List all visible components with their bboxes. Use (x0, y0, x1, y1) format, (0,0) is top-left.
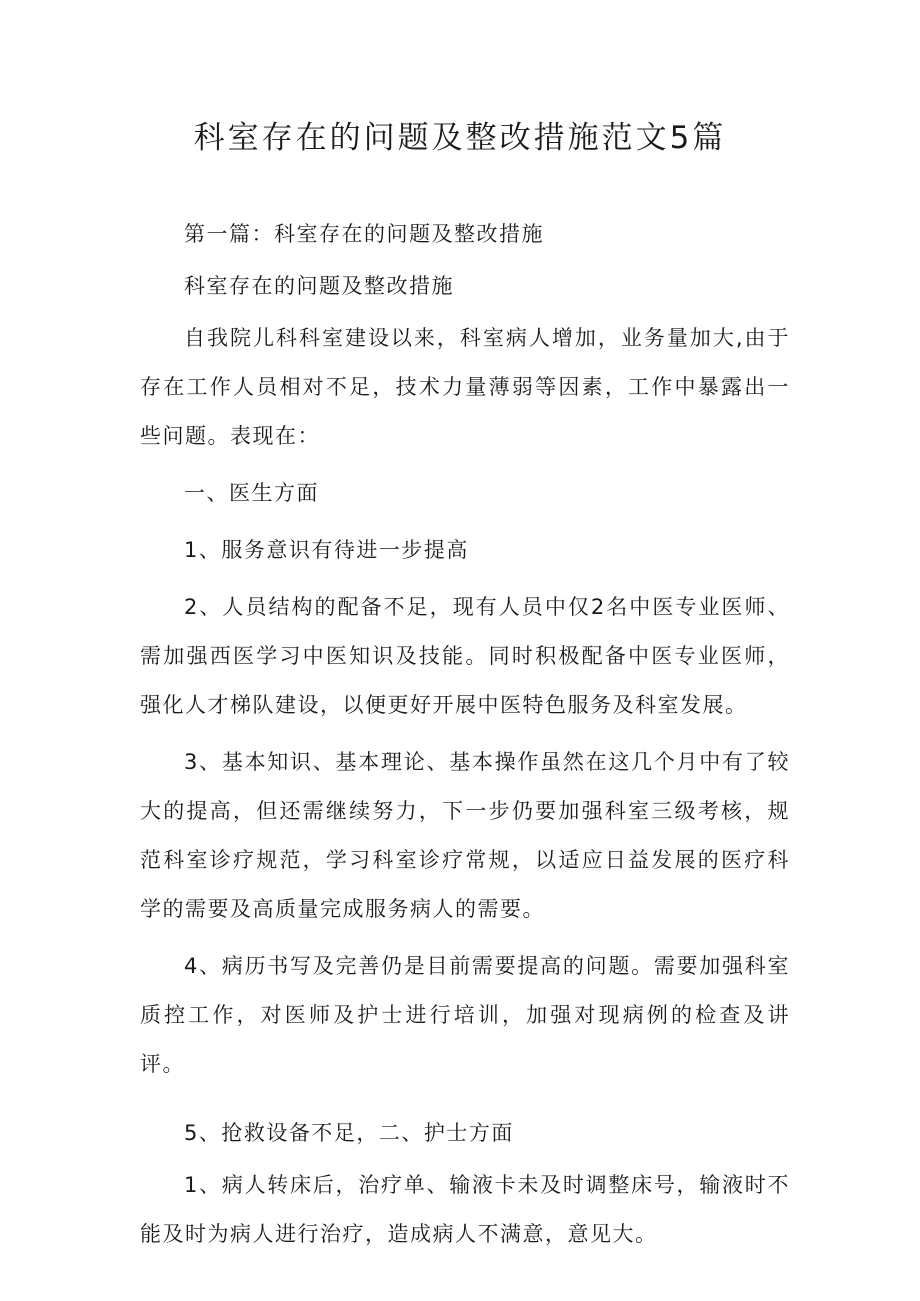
nurse-list-item-1: 1、病人转床后，治疗单、输液卡未及时调整床号，输液时不能及时为病人进行治疗，造成病人不满意，意见大。 (140, 1173, 790, 1246)
list-item-5: 5、抢救设备不足，二、护士方面 (184, 1121, 514, 1145)
subheading: 科室存在的问题及整改措施 (184, 274, 454, 298)
list-item-1: 1、服务意识有待进一步提高 (184, 538, 469, 562)
list-item-2: 2、人员结构的配备不足，现有人员中仅2名中医专业医师、需加强西医学习中医知识及技能。同时积极配备中医专业医师，强化人才梯队建设，以便更好开展中医特色服务及科室发展。 (140, 595, 790, 717)
intro-paragraph: 自我院儿科科室建设以来，科室病人增加，业务量加大,由于存在工作人员相对不足，技术力量薄弱等因素，工作中暴露出一些问题。表现在： (140, 326, 790, 448)
list-item-4: 4、病历书写及完善仍是目前需要提高的问题。需要加强科室质控工作，对医师及护士进行培训，加强对现病例的检查及讲评。 (140, 954, 790, 1076)
document-body (140, 210, 790, 1259)
document-title: 科室存在的问题及整改措施范文5篇 (193, 120, 727, 156)
list-item-3: 3、基本知识、基本理论、基本操作虽然在这几个月中有了较大的提高，但还需继续努力，下一步仍要加强科室三级考核，规范科室诊疗规范，学习科室诊疗常规，以适应日益发展的医疗科学的需要及高质量完成服务病人的需要。 (140, 750, 790, 921)
section-heading: 第一篇：科室存在的问题及整改措施 (184, 222, 544, 246)
doctor-section-heading: 一、医生方面 (184, 481, 319, 505)
